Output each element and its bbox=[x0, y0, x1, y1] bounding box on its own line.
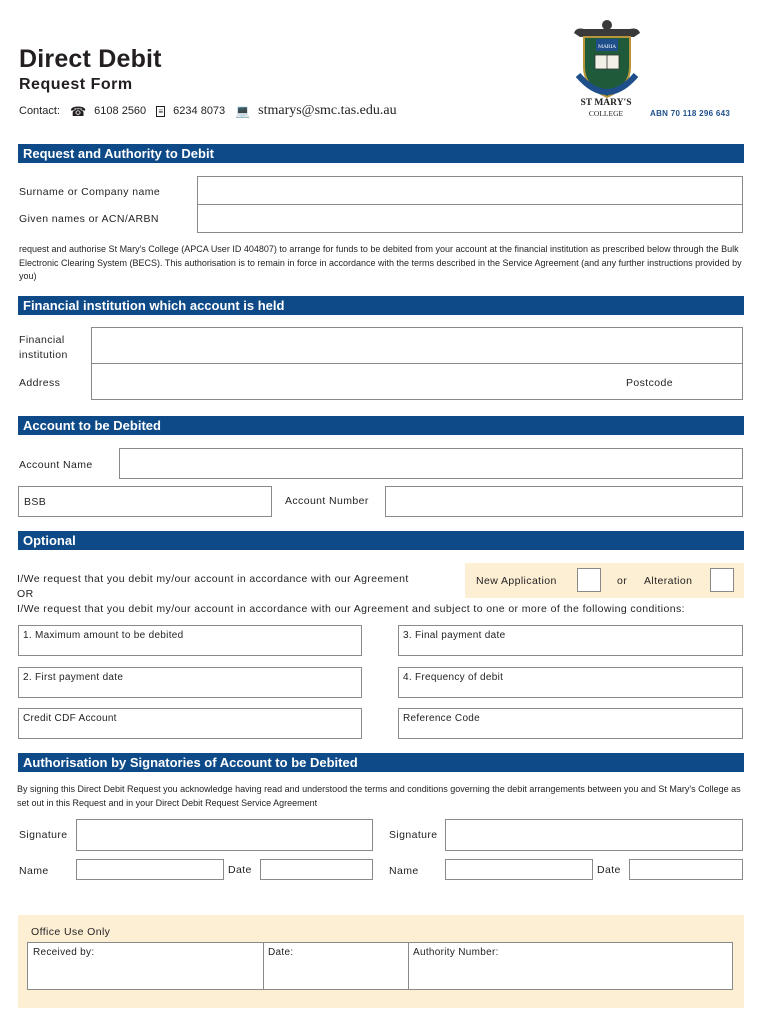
section-request-authority-heading: Request and Authority to Debit bbox=[18, 144, 744, 163]
date-field-2[interactable] bbox=[629, 859, 743, 880]
office-use-table bbox=[27, 942, 733, 990]
signature-field-1[interactable] bbox=[76, 819, 373, 851]
reference-code-field[interactable]: Reference Code bbox=[398, 708, 743, 739]
office-date-cell[interactable]: Date: bbox=[264, 943, 409, 989]
received-by-cell[interactable]: Received by: bbox=[28, 943, 264, 989]
address-label: Address bbox=[19, 377, 61, 389]
section-financial-institution-heading: Financial institution which account is held bbox=[18, 296, 744, 315]
computer-icon: 💻 bbox=[235, 104, 251, 118]
surname-field[interactable] bbox=[197, 176, 743, 205]
fax-icon: ≡ bbox=[156, 106, 165, 117]
new-application-checkbox[interactable] bbox=[577, 568, 601, 592]
crest-motto: MARIA bbox=[597, 44, 617, 50]
date-label-2: Date bbox=[597, 864, 621, 876]
account-number-field[interactable] bbox=[385, 486, 743, 517]
name-field-2[interactable] bbox=[445, 859, 593, 880]
signature-label-1: Signature bbox=[19, 829, 68, 841]
financial-label-line2: institution bbox=[19, 349, 68, 361]
abn-number: ABN 70 118 296 643 bbox=[650, 109, 731, 118]
name-field-1[interactable] bbox=[76, 859, 224, 880]
account-number-label: Account Number bbox=[285, 495, 369, 507]
signature-field-2[interactable] bbox=[445, 819, 743, 851]
alteration-label: Alteration bbox=[644, 575, 693, 587]
bsb-field[interactable] bbox=[18, 486, 272, 517]
name-label-1: Name bbox=[19, 865, 49, 877]
authority-text: request and authorise St Mary's College (APCA User ID 404807) to arrange for funds to be debited from your account at the financial institution as prescribed below through the Bulk Electronic Clearing System (BECS). This authorisation is to remain in force in accordance with the terms described in the Service Agreement (and any further instructions provided by you) bbox=[19, 244, 742, 281]
max-amount-field[interactable]: 1. Maximum amount to be debited bbox=[18, 625, 362, 656]
frequency-field[interactable]: 4. Frequency of debit bbox=[398, 667, 743, 698]
logo-college-sub: COLLEGE bbox=[588, 109, 624, 118]
signature-label-2: Signature bbox=[389, 829, 438, 841]
date-field-1[interactable] bbox=[260, 859, 373, 880]
surname-label: Surname or Company name bbox=[19, 186, 161, 198]
bsb-label: BSB bbox=[24, 496, 47, 508]
contact-line bbox=[19, 103, 397, 119]
account-name-field[interactable] bbox=[119, 448, 743, 479]
page-subtitle: Request Form bbox=[19, 76, 133, 93]
request-line-1: I/We request that you debit my/our account in accordance with our Agreement bbox=[17, 573, 409, 585]
postcode-label: Postcode bbox=[626, 377, 673, 389]
alteration-checkbox[interactable] bbox=[710, 568, 734, 592]
or-label: or bbox=[617, 575, 628, 587]
fax-number: 6234 8073 bbox=[173, 105, 226, 117]
logo-college-name: ST MARY'S bbox=[580, 98, 632, 108]
phone-number: 6108 2560 bbox=[94, 105, 147, 117]
phone-icon: ☎ bbox=[69, 103, 87, 119]
page-title: Direct Debit bbox=[19, 45, 162, 73]
email-link[interactable]: stmarys@smc.tas.edu.au bbox=[258, 103, 397, 118]
account-name-label: Account Name bbox=[19, 459, 93, 471]
credit-cdf-field[interactable]: Credit CDF Account bbox=[18, 708, 362, 739]
financial-institution-field[interactable] bbox=[91, 327, 743, 364]
financial-institution-label bbox=[19, 333, 68, 363]
signing-text: By signing this Direct Debit Request you acknowledge having read and understood the terms and conditions governing the debit arrangements between you and St Mary's College as set out in this Request and in your Direct Debit Request Service Agreement bbox=[17, 784, 741, 808]
section-account-debited-heading: Account to be Debited bbox=[18, 416, 744, 435]
office-use-heading: Office Use Only bbox=[31, 926, 111, 938]
date-label-1: Date bbox=[228, 864, 252, 876]
contact-label: Contact: bbox=[19, 105, 60, 117]
final-payment-field[interactable]: 3. Final payment date bbox=[398, 625, 743, 656]
request-line-2: I/We request that you debit my/our account in accordance with our Agreement and subject to one or more of the following conditions: bbox=[17, 603, 685, 615]
or-text: OR bbox=[17, 588, 34, 600]
section-authorisation-heading: Authorisation by Signatories of Account to be Debited bbox=[18, 753, 744, 772]
name-label-2: Name bbox=[389, 865, 419, 877]
given-names-label: Given names or ACN/ARBN bbox=[19, 213, 159, 225]
financial-label-line1: Financial bbox=[19, 334, 65, 346]
section-optional-heading: Optional bbox=[18, 531, 744, 550]
authority-number-cell[interactable]: Authority Number: bbox=[413, 947, 499, 958]
given-names-field[interactable] bbox=[197, 204, 743, 233]
new-application-label: New Application bbox=[476, 575, 557, 587]
first-payment-field[interactable]: 2. First payment date bbox=[18, 667, 362, 698]
